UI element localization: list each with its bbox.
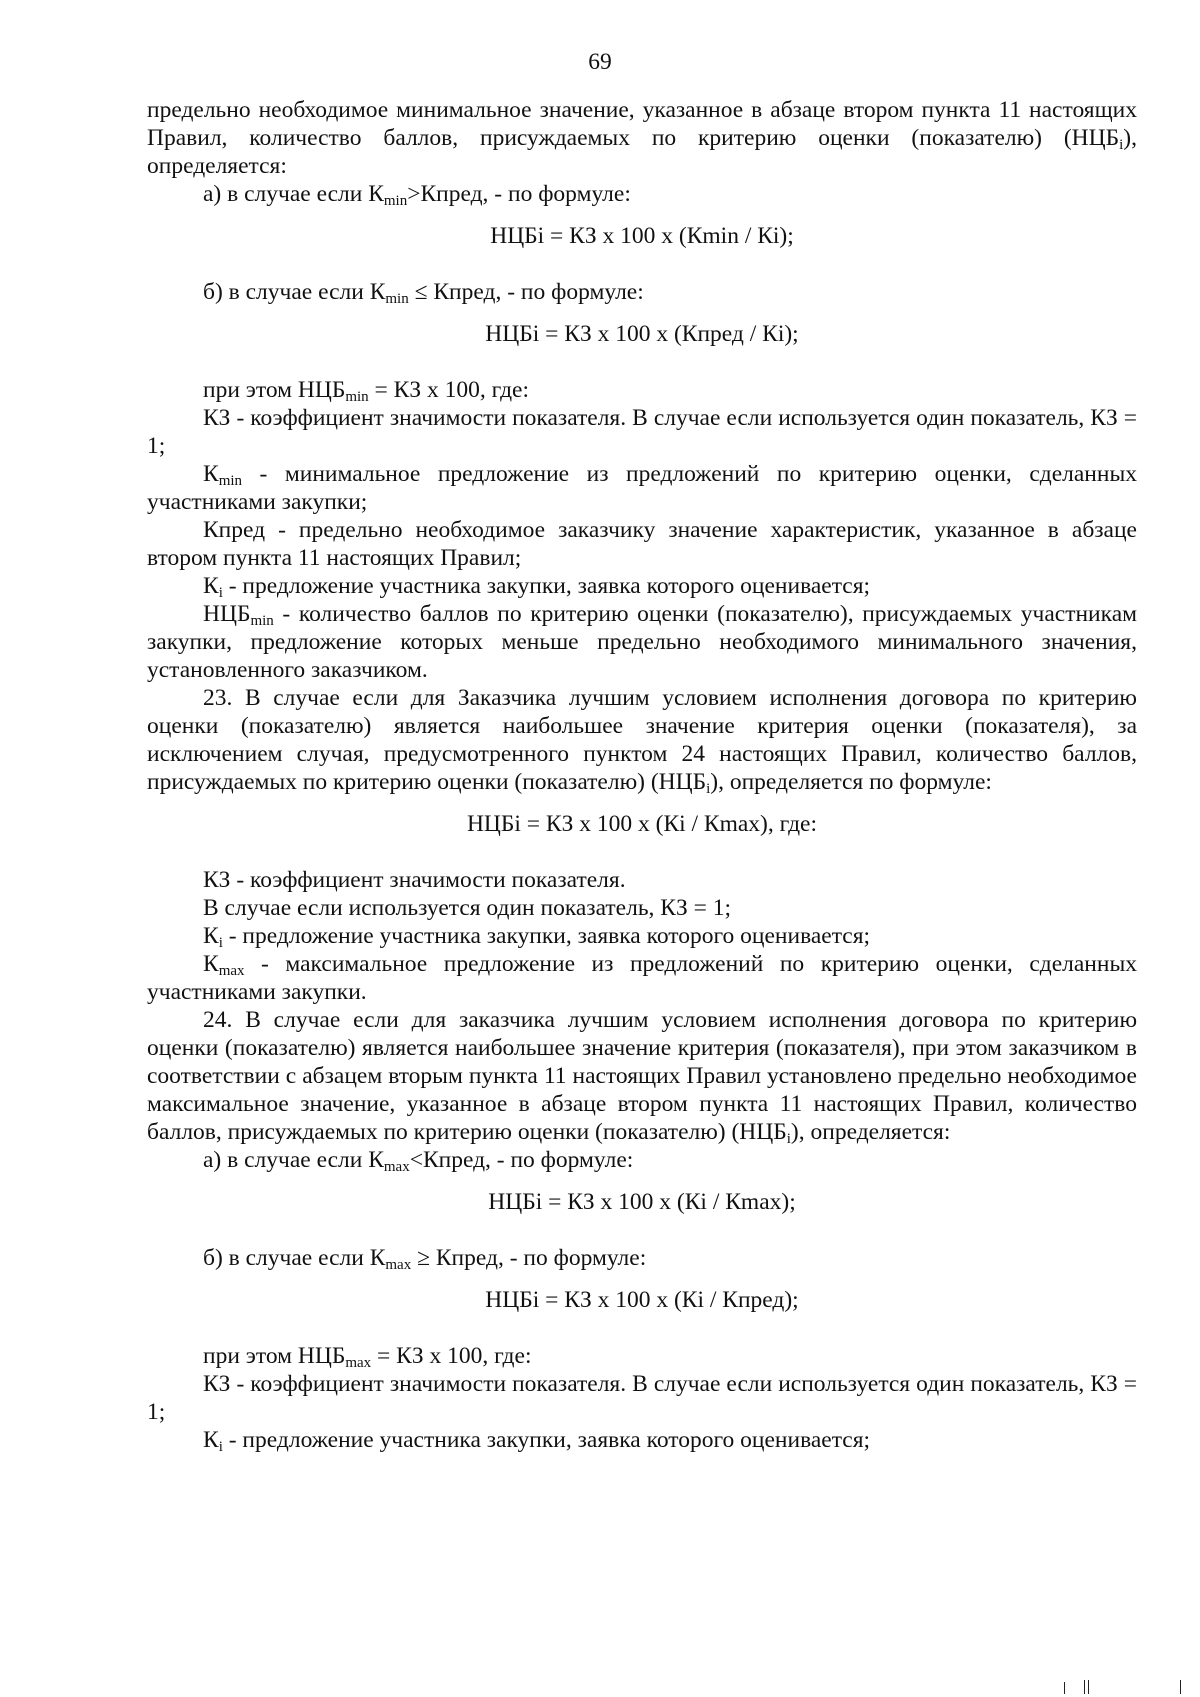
min-score-definition: при этом $НЦБ_{min}$ = КЗ x 100, где: — [203, 377, 529, 405]
case-b-max: б) в случае если $К_{max}$ ≥ Кпред, - по формуле: — [203, 1245, 647, 1273]
paragraph-continued: предельно необходимое минимальное значение, указанное в абзаце втором пункта 11 настоящих Правил, количество баллов, присуждаемых по критерию оценки (показателю) $(НЦБ_i)$, определяется: — [147, 97, 1137, 179]
scan-artifact-mark — [1064, 1682, 1065, 1694]
scan-artifact-mark — [1180, 1680, 1181, 1694]
kz-definition-2: КЗ - коэффициент значимости показателя. — [203, 867, 626, 893]
formula-4: НЦБi = КЗ x 100 x (Кi / Кmax); — [488, 1189, 796, 1215]
kz-definition: КЗ - коэффициент значимости показателя. В случае если используется один показатель, КЗ = 1; — [147, 405, 1137, 459]
max-score-definition: при этом $НЦБ_{max}$ = КЗ x 100, где: — [203, 1343, 532, 1371]
formula-2: НЦБi = КЗ x 100 x (Кпред / Кi); — [485, 321, 799, 347]
scan-artifact-mark — [1084, 1680, 1085, 1694]
kz-definition-3: КЗ - коэффициент значимости показателя. В случае если используется один показатель, КЗ = 1; — [147, 1371, 1137, 1425]
ki-definition: $К_i$ - предложение участника закупки, заявка которого оценивается; — [203, 573, 871, 601]
kpred-definition: Кпред - предельно необходимое заказчику значение характеристик, указанное в абзаце втором пункта 11 настоящих Правил; — [147, 517, 1137, 571]
clause-23: 23. В случае если для Заказчика лучшим условием исполнения договора по критерию оценки (показателю) является наибольшее значение критерия оценки (показателя), за исключением случая, предусмотренного пунктом 24 настоящих Правил, количество баллов, присуждаемых по критерию оценки (показателю) $(НЦБ_i)$, определяется по формуле: — [147, 685, 1137, 797]
case-b-min: б) в случае если $К_{min}$ ≤ Кпред, - по формуле: — [203, 279, 644, 307]
page-number: 69 — [588, 49, 612, 75]
formula-3: НЦБi = КЗ x 100 x (Кi / Кmax), где: — [466, 811, 818, 837]
ki-definition-3: $К_i$ - предложение участника закупки, заявка которого оценивается; — [203, 1427, 871, 1455]
document-body — [147, 96, 1137, 1454]
case-a-max: а) в случае если $К_{max}<Кпред$, - по формуле: — [203, 1147, 634, 1175]
kmin-definition: $К_{min}$ - минимальное предложение из предложений по критерию оценки, сделанных участниками закупки; — [147, 461, 1137, 515]
ncbmin-definition: $НЦБ_{min}$ - количество баллов по критерию оценки (показателю), присуждаемых участникам закупки, предложение которых меньше предельно необходимого минимального значения, установленного заказчиком. — [147, 601, 1137, 683]
kz-single: В случае если используется один показатель, КЗ = 1; — [203, 895, 732, 921]
scan-artifact-mark — [1088, 1680, 1089, 1694]
kmax-definition: $К_{max}$ - максимальное предложение из предложений по критерию оценки, сделанных участниками закупки. — [147, 951, 1137, 1005]
formula-5: НЦБi = КЗ x 100 x (Кi / Кпред); — [485, 1287, 799, 1313]
case-a-min: а) в случае если $К_{min}>Кпред$, - по формуле: — [203, 181, 631, 209]
clause-24: 24. В случае если для заказчика лучшим условием исполнения договора по критерию оценки (показателю) является наибольшее значение критерия (показателя), при этом заказчиком в соответствии с абзацем вторым пункта 11 настоящих Правил установлено предельно необходимое максимальное значение, указанное в абзаце втором пункта 11 настоящих Правил, количество баллов, присуждаемых по критерию оценки (показателю) $(НЦБ_i)$, определяется: — [147, 1007, 1137, 1147]
ki-definition-2: $К_i$ - предложение участника закупки, заявка которого оценивается; — [203, 923, 871, 951]
formula-1: НЦБi = КЗ x 100 x (Кmin / Кi); — [490, 223, 794, 249]
